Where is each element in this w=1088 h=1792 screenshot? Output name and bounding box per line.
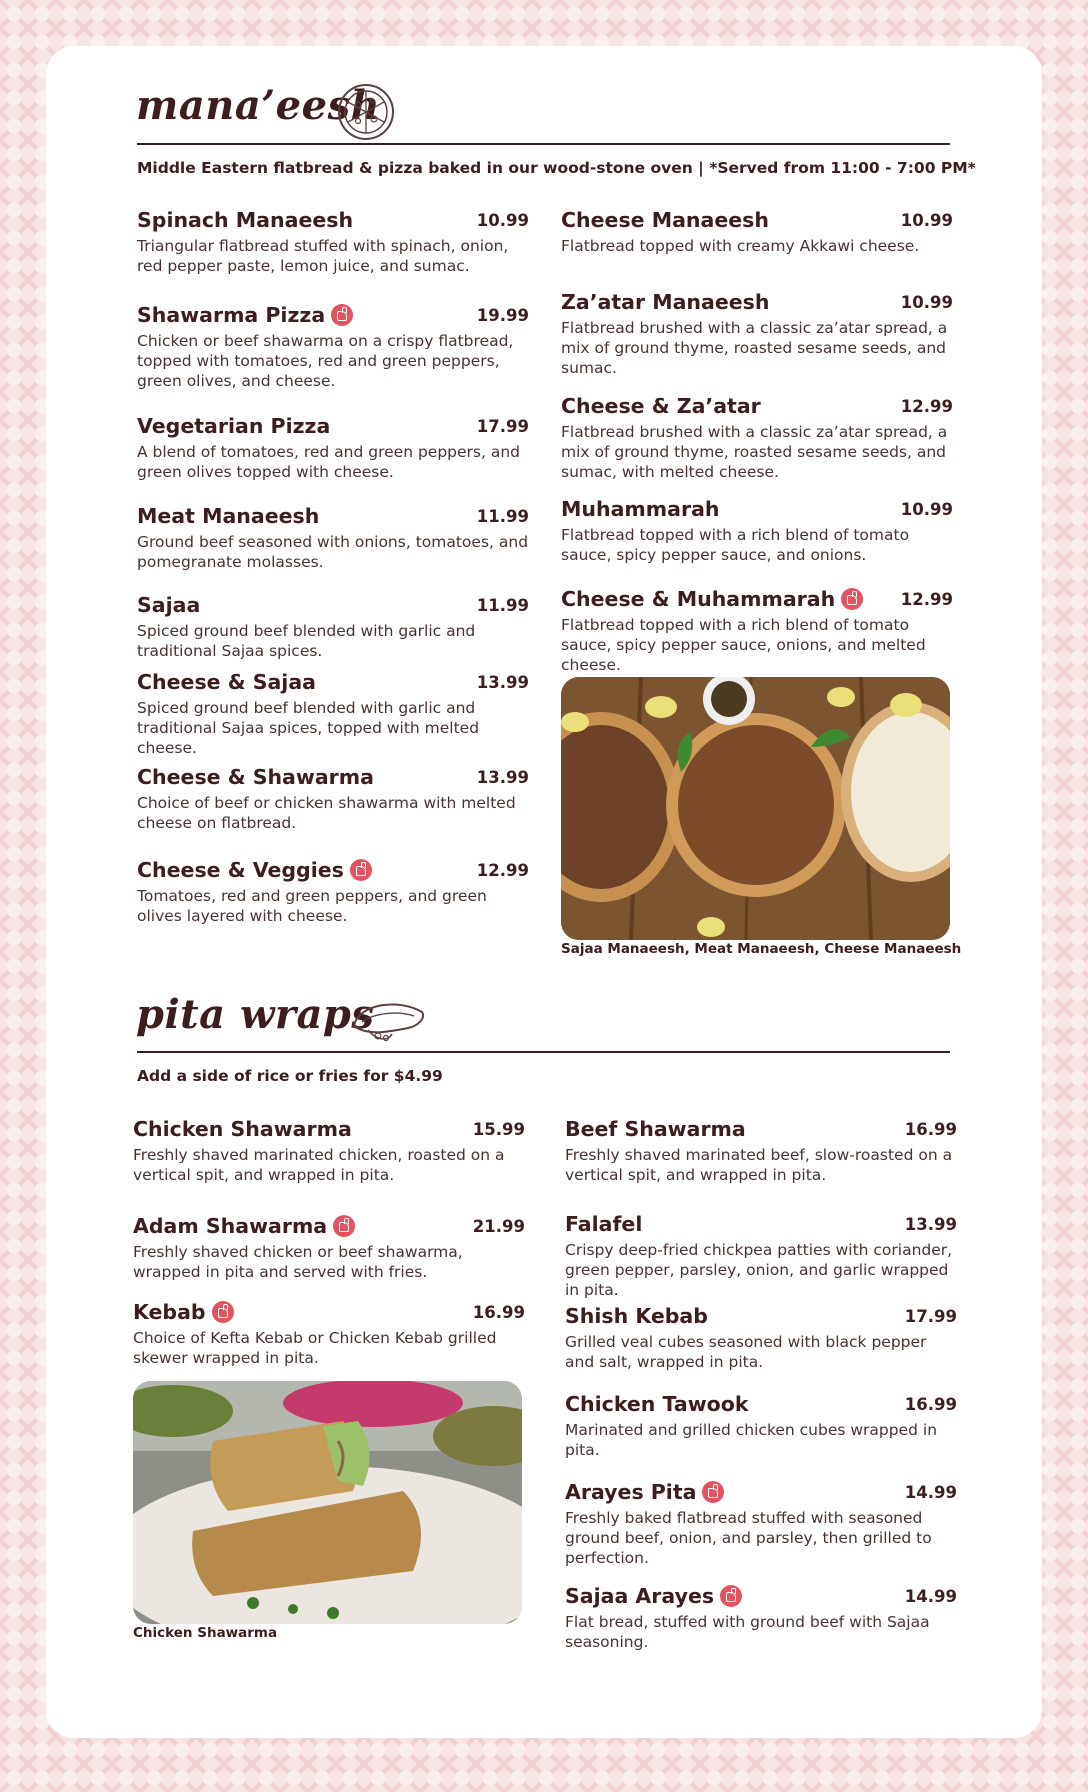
menu-item-name: [565, 1392, 748, 1416]
menu-item-description: Ground beef seasoned with onions, tomatoes, and pomegranate molasses.: [137, 533, 529, 571]
menu-item-description: Choice of beef or chicken shawarma with melted cheese on flatbread.: [137, 794, 516, 832]
menu-item-name-text: Chicken Shawarma: [133, 1117, 352, 1141]
menu-item-name: [137, 858, 372, 882]
section-title-manaeesh: mana’eesh: [136, 82, 381, 129]
menu-item-name: [137, 670, 316, 694]
menu-item-price: 11.99: [476, 506, 529, 526]
thumbs-up-icon: [331, 304, 353, 326]
menu-item-cheese-za-atar: [561, 393, 953, 482]
menu-item-name-text: Cheese & Shawarma: [137, 765, 374, 789]
thumbs-up-icon: [841, 588, 863, 610]
menu-item-header: [137, 302, 529, 328]
menu-item-price: 13.99: [904, 1214, 957, 1234]
menu-item-description: Flat bread, stuffed with ground beef with Sajaa seasoning.: [565, 1613, 930, 1651]
menu-item-price: 10.99: [476, 210, 529, 230]
menu-item-description: Marinated and grilled chicken cubes wrapped in pita.: [565, 1421, 938, 1459]
menu-item-header: [565, 1211, 957, 1237]
menu-item-header: [133, 1213, 525, 1239]
menu-item-header: [137, 503, 529, 529]
manaeesh-photo: [561, 677, 950, 940]
menu-item-name-text: Meat Manaeesh: [137, 504, 320, 528]
menu-item-header: [561, 393, 953, 419]
menu-item-name: [137, 504, 319, 528]
menu-item-name: [137, 414, 330, 438]
section-title-pita-wraps: pita wraps: [136, 991, 375, 1038]
menu-item-name: [561, 208, 769, 232]
menu-item-description: Flatbread brushed with a classic za’atar spread, a mix of ground thyme, roasted sesame seeds, and sumac, with melted cheese.: [561, 423, 948, 481]
menu-item-name: [137, 765, 374, 789]
menu-item-header: [561, 289, 953, 315]
menu-item-price: 17.99: [904, 1306, 957, 1326]
menu-item-header: [565, 1583, 957, 1609]
menu-item-description: Crispy deep-fried chickpea patties with coriander, green pepper, parsley, onion, and garlic wrapped in pita.: [565, 1241, 953, 1299]
menu-item-description: Spiced ground beef blended with garlic and traditional Sajaa spices, topped with melted cheese.: [137, 699, 480, 757]
menu-item-description: Freshly shaved marinated beef, slow-roasted on a vertical spit, and wrapped in pita.: [565, 1146, 953, 1184]
chicken-shawarma-photo: [133, 1381, 522, 1624]
menu-item-description: Freshly baked flatbread stuffed with seasoned ground beef, onion, and parsley, then grilled to perfection.: [565, 1509, 932, 1567]
menu-item-name-text: Cheese & Muhammarah: [561, 587, 836, 611]
thumbs-up-icon: [333, 1215, 355, 1237]
menu-item-sajaa: [137, 592, 529, 661]
menu-item-name-text: Cheese & Veggies: [137, 858, 344, 882]
menu-item-description: Grilled veal cubes seasoned with black pepper and salt, wrapped in pita.: [565, 1333, 927, 1371]
menu-item-name-text: Arayes Pita: [565, 1480, 697, 1504]
menu-item-description: Flatbread topped with creamy Akkawi cheese.: [561, 237, 920, 255]
menu-item-name: [565, 1480, 724, 1504]
menu-item-name: [561, 290, 769, 314]
menu-item-price: 10.99: [900, 499, 953, 519]
menu-item-name-text: Spinach Manaeesh: [137, 208, 354, 232]
section-divider: [137, 1051, 950, 1053]
menu-item-kebab: [133, 1299, 525, 1368]
menu-item-name-text: Sajaa Arayes: [565, 1584, 715, 1608]
menu-item-name-text: Sajaa: [137, 593, 201, 617]
menu-item-description: Flatbread topped with a rich blend of tomato sauce, spicy pepper sauce, onions, and melted cheese.: [561, 616, 926, 674]
menu-item-header: [137, 669, 529, 695]
menu-item-price: 17.99: [476, 416, 529, 436]
menu-item-description: Flatbread brushed with a classic za’atar spread, a mix of ground thyme, roasted sesame seeds, and sumac.: [561, 319, 948, 377]
menu-item-name-text: Beef Shawarma: [565, 1117, 746, 1141]
menu-item-cheese-muhammarah: [561, 586, 953, 675]
menu-item-price: 16.99: [904, 1119, 957, 1139]
menu-item-cheese-sajaa: [137, 669, 529, 758]
menu-item-description: Spiced ground beef blended with garlic and traditional Sajaa spices.: [137, 622, 476, 660]
menu-item-name: [565, 1304, 708, 1328]
menu-item-header: [133, 1116, 525, 1142]
menu-item-price: 14.99: [904, 1482, 957, 1502]
menu-item-name-text: Cheese & Za’atar: [561, 394, 761, 418]
menu-item-name: [137, 303, 353, 327]
menu-item-name: [137, 208, 353, 232]
menu-item-price: 16.99: [904, 1394, 957, 1414]
menu-item-description: Freshly shaved chicken or beef shawarma, wrapped in pita and served with fries.: [133, 1243, 463, 1281]
menu-item-price: 13.99: [476, 672, 529, 692]
menu-item-header: [565, 1391, 957, 1417]
menu-item-description: Flatbread topped with a rich blend of tomato sauce, spicy pepper sauce, and onions.: [561, 526, 910, 564]
wrap-icon: [348, 996, 428, 1044]
menu-item-name-text: Vegetarian Pizza: [137, 414, 331, 438]
menu-item-price: 15.99: [472, 1119, 525, 1139]
menu-item-sajaa-arayes: [565, 1583, 957, 1652]
section-subtitle-pita: Add a side of rice or fries for $4.99: [137, 1067, 443, 1085]
menu-item-name: [561, 587, 863, 611]
menu-item-description: Tomatoes, red and green peppers, and green olives layered with cheese.: [137, 887, 487, 925]
menu-item-header: [561, 207, 953, 233]
menu-item-arayes-pita: [565, 1479, 957, 1568]
menu-item-header: [137, 413, 529, 439]
menu-item-name: [565, 1212, 642, 1236]
menu-item-description: Chicken or beef shawarma on a crispy flatbread, topped with tomatoes, red and green peppers, green olives, and cheese.: [137, 332, 514, 390]
menu-item-name-text: Chicken Tawook: [565, 1392, 749, 1416]
menu-item-meat-manaeesh: [137, 503, 529, 572]
menu-item-spinach-manaeesh: [137, 207, 529, 276]
menu-item-name: [133, 1300, 234, 1324]
menu-item-header: [133, 1299, 525, 1325]
menu-item-header: [137, 207, 529, 233]
thumbs-up-icon: [212, 1301, 234, 1323]
menu-item-price: 11.99: [476, 595, 529, 615]
menu-item-name: [561, 497, 720, 521]
menu-item-name-text: Muhammarah: [561, 497, 720, 521]
menu-item-price: 12.99: [900, 396, 953, 416]
menu-item-description: Triangular flatbread stuffed with spinach, onion, red pepper paste, lemon juice, and sumac.: [137, 237, 509, 275]
menu-item-header: [137, 592, 529, 618]
menu-item-name: [133, 1214, 355, 1238]
menu-item-name-text: Za’atar Manaeesh: [561, 290, 770, 314]
menu-item-muhammarah: [561, 496, 953, 565]
menu-item-header: [561, 586, 953, 612]
menu-item-price: 10.99: [900, 292, 953, 312]
menu-item-price: 19.99: [476, 305, 529, 325]
menu-item-description: Choice of Kefta Kebab or Chicken Kebab grilled skewer wrapped in pita.: [133, 1329, 497, 1367]
pizza-icon: [336, 83, 396, 141]
menu-item-cheese-manaeesh: [561, 207, 953, 256]
menu-item-name: [561, 394, 761, 418]
menu-item-price: 10.99: [900, 210, 953, 230]
menu-item-header: [137, 764, 529, 790]
menu-item-price: 12.99: [476, 860, 529, 880]
menu-item-description: Freshly shaved marinated chicken, roasted on a vertical spit, and wrapped in pita.: [133, 1146, 505, 1184]
menu-item-price: 16.99: [472, 1302, 525, 1322]
menu-item-za-atar-manaeesh: [561, 289, 953, 378]
menu-item-price: 12.99: [900, 589, 953, 609]
photo-caption: Sajaa Manaeesh, Meat Manaeesh, Cheese Manaeesh: [561, 941, 962, 957]
menu-item-header: [137, 857, 529, 883]
thumbs-up-icon: [702, 1481, 724, 1503]
menu-item-beef-shawarma: [565, 1116, 957, 1185]
menu-item-price: 21.99: [472, 1216, 525, 1236]
menu-item-header: [565, 1479, 957, 1505]
menu-item-name: [137, 593, 200, 617]
menu-item-falafel: [565, 1211, 957, 1300]
menu-item-vegetarian-pizza: [137, 413, 529, 482]
section-subtitle-manaeesh: Middle Eastern flatbread & pizza baked in our wood-stone oven | *Served from 11:00 - 7:00 PM*: [137, 159, 976, 177]
menu-item-name: [565, 1584, 742, 1608]
menu-item-header: [565, 1116, 957, 1142]
thumbs-up-icon: [350, 859, 372, 881]
menu-item-header: [561, 496, 953, 522]
menu-item-shish-kebab: [565, 1303, 957, 1372]
menu-item-name-text: Cheese Manaeesh: [561, 208, 769, 232]
menu-item-chicken-tawook: [565, 1391, 957, 1460]
menu-item-cheese-veggies: [137, 857, 529, 926]
menu-item-price: 13.99: [476, 767, 529, 787]
menu-item-name-text: Kebab: [133, 1300, 206, 1324]
menu-item-description: A blend of tomatoes, red and green peppers, and green olives topped with cheese.: [137, 443, 521, 481]
menu-item-adam-shawarma: [133, 1213, 525, 1282]
menu-item-name-text: Shish Kebab: [565, 1304, 708, 1328]
menu-item-name-text: Falafel: [565, 1212, 643, 1236]
menu-item-shawarma-pizza: [137, 302, 529, 391]
section-divider: [137, 143, 950, 145]
menu-item-header: [565, 1303, 957, 1329]
thumbs-up-icon: [720, 1585, 742, 1607]
menu-item-name-text: Cheese & Sajaa: [137, 670, 316, 694]
menu-item-name: [565, 1117, 746, 1141]
menu-item-chicken-shawarma: [133, 1116, 525, 1185]
menu-item-name-text: Adam Shawarma: [133, 1214, 328, 1238]
menu-item-price: 14.99: [904, 1586, 957, 1606]
menu-item-name-text: Shawarma Pizza: [137, 303, 326, 327]
menu-item-cheese-shawarma: [137, 764, 529, 833]
photo-caption: Chicken Shawarma: [133, 1625, 278, 1641]
menu-item-name: [133, 1117, 352, 1141]
